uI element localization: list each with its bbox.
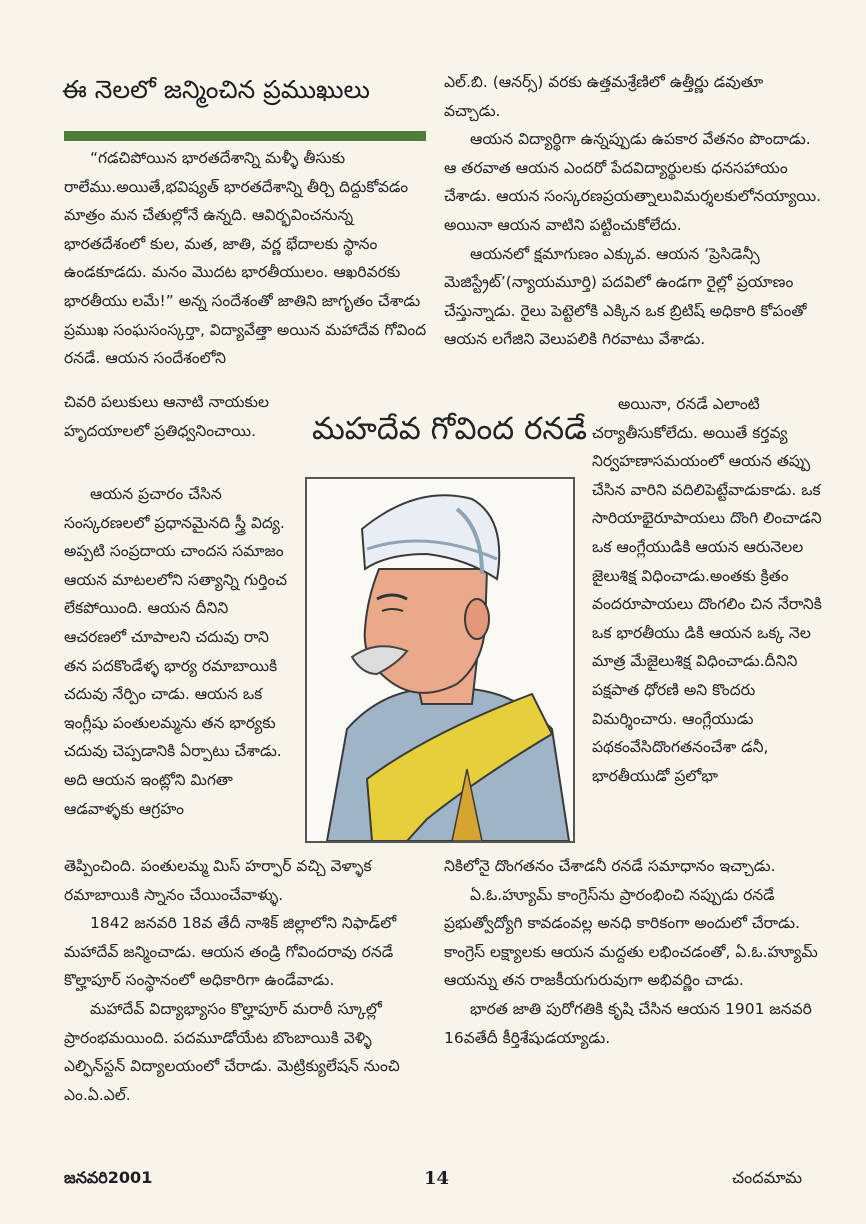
right-column-narrow xyxy=(592,390,822,790)
magazine-name: చందమామ xyxy=(732,1168,803,1187)
portrait-drawing xyxy=(307,479,573,841)
paragraph: తెప్పించింది. పంతులమ్మ మిస్ హర్ఫార్ వచ్చి వెళ్ళాక రమాబాయికి స్నానం చేయించేవాళ్ళు. xyxy=(64,857,372,904)
page-number: 14 xyxy=(424,1168,450,1189)
paragraph: ఎల్.బి. (ఆనర్స్) వరకు ఉత్తమశ్రేణిలో ఉత్తీర్ణు డవుతూ వచ్చాడు. xyxy=(444,73,764,120)
paragraph: ఆయన విద్యార్థిగా ఉన్నప్పుడు ఉపకార వేతనం పొందాడు. ఆ తరవాత ఆయన ఎందరో పేదవిద్యార్థులకు ధనసహాయం చేశాడు. ఆయన సంస్కరణప్రయత్నాలువిమర్శలకులోనయ్యాయి. అయినా ఆయన వాటిని పట్టించుకోలేదు. xyxy=(444,130,822,234)
paragraph: నికిలోనై దొంగతనం చేశాడనీ రనడే సమాధానం ఇచ్చాడు. xyxy=(444,857,776,875)
paragraph: ఏ.ఓ.హ్యూమ్ కాంగ్రెస్‌ను ప్రారంభించి నప్పుడు రనడే ప్రభుత్వోద్యోగి కావడంవల్ల అనధి కారికంగా అందులో చేరాడు. కాంగ్రెస్ లక్ష్యాలకు ఆయన మద్దతు లభించడంతో, ఏ.ఓ.హ్యూమ్ ఆయన్ను తన రాజకీయగురువుగా అభివర్ణిం చాడు. xyxy=(444,885,818,990)
footer-date: జనవరి2001 xyxy=(64,1168,153,1187)
paragraph: అయినా, రనడే ఎలాంటి చర్యాతీసుకోలేదు. అయితే కర్తవ్య నిర్వహణాసమయంలో ఆయన తప్పు చేసిన వారిని వదిలిపెట్టేవాడుకాడు. ఒక సారియాభైరూపాయలు దొంగి లించాడని ఒక ఆంగ్లేయుడికి ఆయన ఆరునెలల జైలుశిక్ష విధించాడు.అంతకు క్రితం వందరూపాయలు దొంగలిం చిన నేరానికి ఒక భారతీయు డికి ఆయన ఒక్క నెల మాత్ర మేజైలుశిక్ష విధించాడు.దీనిని పక్షపాత ధోరణి అని కొందరు విమర్శించారు. ఆంగ్లేయుడు పథకంవేసిదొంగతనంచేశా డనీ, భారతీయుడో ప్రలోభా xyxy=(592,395,822,785)
left-column-narrow xyxy=(64,388,290,445)
left-column-top xyxy=(64,144,427,373)
paragraph: ఆయనలో క్షమాగుణం ఎక్కువ. ఆయన ‘ప్రెసిడెన్సీ మెజిస్ట్రేట్’(న్యాయమూర్తి) పదవిలో ఉండగా రైల్లో ప్రయాణం చేస్తున్నాడు. రైలు పెట్టెలోకి ఎక్కిన ఒక బ్రిటిష్ అధికారి కోపంతో ఆయన లగేజిని వెలుపలికి గిరవాటు వేశాడు. xyxy=(444,244,807,349)
paragraph: మహాదేవ్ విద్యాభ్యాసం కొల్హాపూర్ మరాఠీ స్కూల్లో ప్రారంభమయింది. పదమూడోయేట బొంబాయికి వెళ్ళి ఎల్ఫిన్‌స్టన్ విద్యాలయంలో చేరాడు. మెట్రిక్యులేషన్ నుంచి ఎం.ఏ.ఎల్. xyxy=(64,999,400,1104)
left-column-beside-portrait xyxy=(64,480,290,823)
paragraph: “గడచిపోయిన భారతదేశాన్ని మళ్ళీ తీసుకు రాలేము.అయితే,భవిష్యత్ భారతదేశాన్ని తీర్చి దిద్దుకోవడం మాత్రం మన చేతుల్లోనే ఉన్నది. ఆవిర్భవించనున్న భారతదేశంలో కుల, మత, జాతి, వర్ణ భేదాలకు స్థానం ఉండకూడదు. మనం మొదట భారతీయులం. ఆఖరివరకు భారతీయు లమే!” అన్న సందేశంతో జాతిని జాగృతం చేశాడు ప్రముఖ సంఘసంస్కర్తా, విద్యావేత్తా అయిన మహాదేవ గోవింద రనడే. ఆయన సందేశంలోని xyxy=(64,149,427,368)
paragraph: భారత జాతి పురోగతికి కృషి చేసిన ఆయన 1901 జనవరి 16వతేదీ కీర్తిశేషుడయ్యాడు. xyxy=(444,999,812,1047)
paragraph: చివరి పలుకులు ఆనాటి నాయకుల హృదయాలలో ప్రతిధ్వనించాయి. xyxy=(64,393,269,440)
section-heading: ఈ నెలలో జన్మించిన ప్రముఖులు xyxy=(62,75,370,104)
portrait-caption: మహదేవ గోవింద రనడే xyxy=(312,411,588,447)
right-column-top xyxy=(444,68,822,354)
right-column-bottom xyxy=(444,852,822,1052)
portrait-illustration xyxy=(305,477,575,843)
paragraph: ఆయన ప్రచారం చేసిన సంస్కరణలలో ప్రధానమైనది స్త్రీ విద్య. అప్పటి సంప్రదాయ చాందస సమాజం ఆయన మాటలలోని సత్యాన్ని గుర్తించ లేకపోయింది. ఆయన దీనిని ఆచరణలో చూపాలని చదువు రాని తన పదకొండేళ్ళ భార్య రమాబాయికి చదువు నేర్పిం చాడు. ఆయన ఒక ఇంగ్లీషు పంతులమ్మను తన భార్యకు చదువు చెప్పడానికి ఏర్పాటు చేశాడు. అది ఆయన ఇంట్లోని మిగతా ఆడవాళ్ళకు ఆగ్రహం xyxy=(64,485,288,818)
turban-shape xyxy=(362,495,499,579)
heading-rule xyxy=(64,131,426,141)
paragraph: 1842 జనవరి 18వ తేదీ నాశిక్ జిల్లాలోని నిఫాడ్‌లో మహాదేవ్ జన్మించాడు. ఆయన తండ్రి గోవిందరావు రనడే కొల్హాపూర్ సంస్థానంలో అధికారిగా ఉండేవాడు. xyxy=(64,914,397,990)
